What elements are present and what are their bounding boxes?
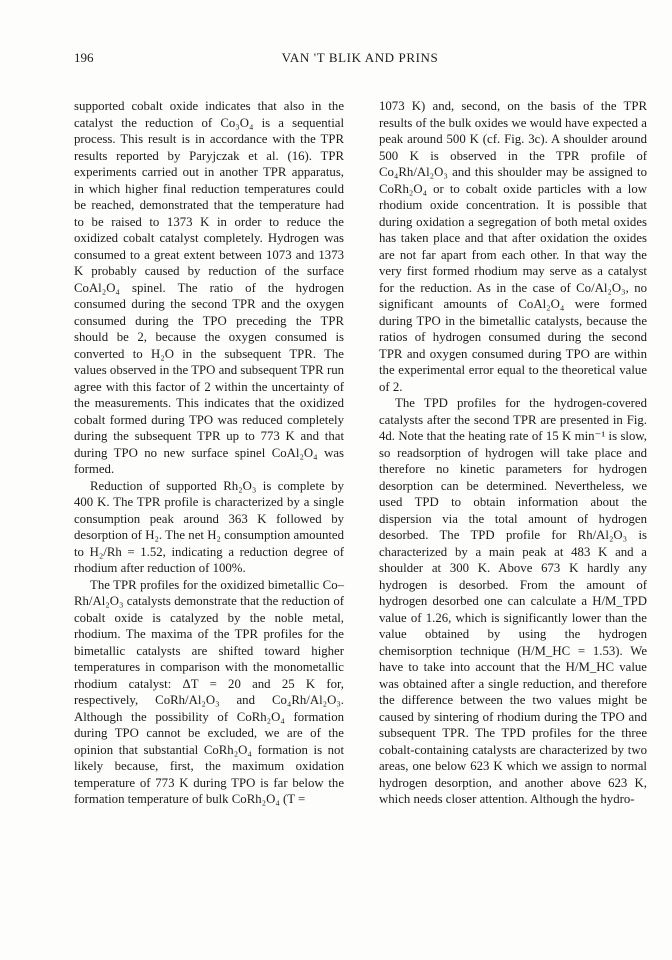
page-header [74,50,646,72]
page-number: 196 [74,50,94,65]
paragraph: The TPR profiles for the oxidized bimetallic Co–Rh/Al₂O₃ catalysts demonstrate that the reduction of cobalt oxide is catalyzed by the noble metal, rhodium. The maxima of the TPR profiles for the bimetallic catalysts are shifted toward higher temperatures in comparison with the monometallic rhodium catalyst: ΔT = 20 and 25 K for, respectively, CoRh/Al₂O₃ and Co₄Rh/Al₂O₃. Although the possibility of CoRh₂O₄ formation during TPO cannot be excluded, we are of the opinion that substantial CoRh₂O₄ formation is not likely because, first, the maximum oxidation temperature of 773 K during TPO is far below the formation temperature of bulk CoRh₂O₄ (T = [74,577,344,806]
paragraph: The TPD profiles for the hydrogen-covered catalysts after the second TPR are presented in Fig. 4d. Note that the heating rate of 15 K min⁻¹ is slow, so readsorption of hydrogen will take place and therefore no kinetic parameters for hydrogen desorption can be determined. Nevertheless, we used TPD to obtain information about the dispersion via the total amount of hydrogen desorbed. The TPD profile for Rh/Al₂O₃ is characterized by a main peak at 483 K and a shoulder at 300 K. Above 673 K hardly any hydrogen is desorbed. From the amount of hydrogen desorbed one can calculate a H/M_TPD value of 1.26, which is significantly lower than the value obtained by using the hydrogen chemisorption technique (H/M_HC = 1.53). We have to take into account that the H/M_HC value was obtained after a single reduction, and therefore the difference between the two values might be caused by sintering of rhodium during the TPO and subsequent TPR. The TPD profiles for the three cobalt-containing catalysts are characterized by two areas, one below 623 K which we assign to normal hydrogen desorption, and another above 623 K, which needs closer attention. Although the hydro- [379,396,647,806]
paragraph: supported cobalt oxide indicates that also in the catalyst the reduction of Co₃O₄ is a sequential process. This result is in accordance with the TPR results reported by Paryjczak et al. (16). TPR experiments carried out in another TPR apparatus, in which higher final reduction temperatures could be reached, demonstrated that the temperature had to be raised to 1373 K in order to reduce the oxidized cobalt catalyst completely. Hydrogen was consumed to a great extent between 1073 and 1373 K probably caused by reduction of the surface CoAl₂O₄ spinel. The ratio of the hydrogen consumed during the second TPR and the oxygen consumed during the TPO preceding the TPR should be 2, because the oxygen consumed is converted to H₂O in the subsequent TPR. The values observed in the TPO and subsequent TPR run agree with this factor of 2 within the uncertainty of the measurements. This indicates that the oxidized cobalt formed during TPO was reduced completely during the subsequent TPR up to 773 K and that during TPO no new surface spinel CoAl₂O₄ was formed. [74,99,344,476]
left-column [74,98,344,808]
right-column [379,98,647,808]
paragraph: 1073 K) and, second, on the basis of the TPR results of the bulk oxides we would have expected a peak around 500 K (cf. Fig. 3c). A shoulder around 500 K is observed in the TPR profile of Co₄Rh/Al₂O₃ and this shoulder may be assigned to CoRh₂O₄ or to cobalt oxide particles with a low rhodium oxide concentration. It is possible that during oxidation a segregation of both metal oxides has taken place and that after oxidation the oxides are not far apart from each other. In that way the very first formed rhodium may serve as a catalyst for the reduction. As in the case of Co/Al₂O₃, no significant amounts of CoAl₂O₄ were formed during TPO in the bimetallic catalysts, because the ratios of hydrogen consumed during the second TPR and oxygen consumed during TPO are within the experimental error equal to the theoretical value of 2. [379,99,647,394]
paragraph: Reduction of supported Rh₂O₃ is complete by 400 K. The TPR profile is characterized by a single consumption peak around 363 K followed by desorption of H₂. The net H₂ consumption amounted to H₂/Rh = 1.52, indicating a reduction degree of rhodium after reduction of 100%. [74,478,344,575]
running-head: VAN 'T BLIK AND PRINS [281,50,439,65]
